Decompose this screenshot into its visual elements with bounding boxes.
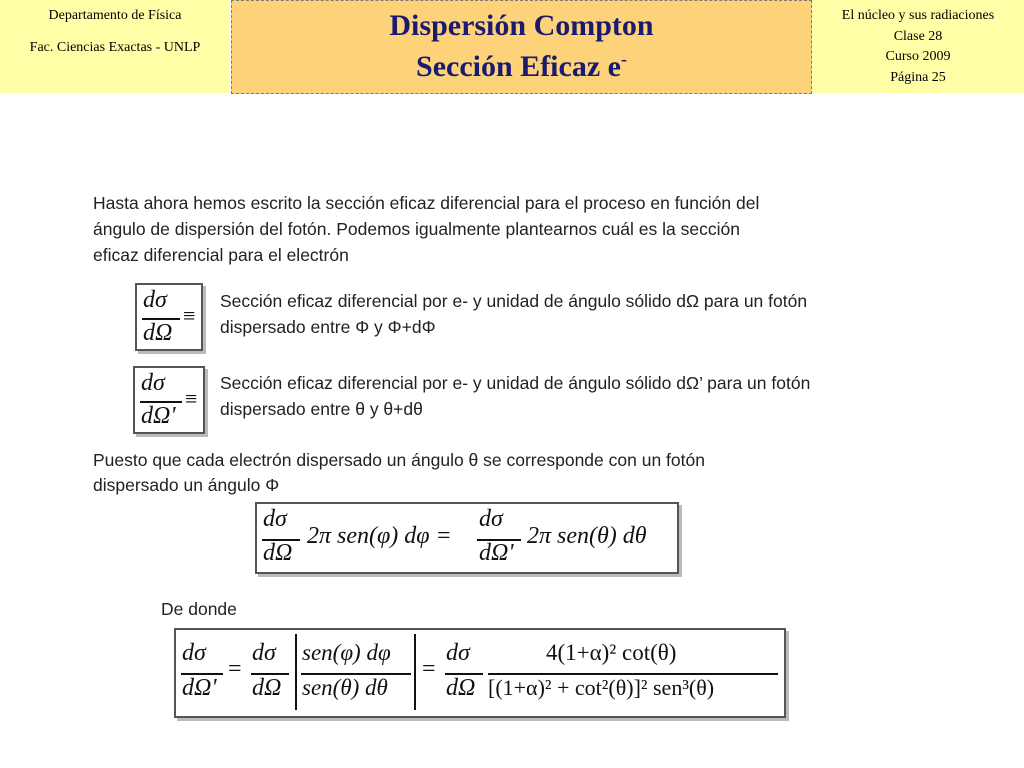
eq2-rhs-domega: dΩ — [446, 675, 476, 701]
de-donde-label: De donde — [161, 599, 237, 619]
subtitle-text: Sección Eficaz e — [416, 50, 621, 83]
puesto-line-2: dispersado un ángulo Φ — [93, 475, 280, 495]
eq2-mid-denominator: dΩ — [252, 675, 282, 701]
domegaprime-denominator: dΩ' — [141, 403, 176, 429]
definition-2-line-1: Sección eficaz diferencial por e- y unidad de ángulo sólido dΩ’ para un fotón — [220, 373, 811, 393]
dsigma-domegaprime-box — [133, 366, 205, 434]
eq1-left-expression: 2π sen(φ) dφ = — [307, 523, 452, 549]
subtitle-superscript: - — [620, 49, 627, 69]
eq1-right-numerator: dσ — [479, 506, 503, 532]
dsigma-numerator: dσ — [141, 370, 165, 396]
course-year: Curso 2009 — [885, 49, 951, 64]
eq2-lhs-numerator: dσ — [182, 640, 206, 666]
equiv-symbol: ≡ — [183, 303, 196, 328]
eq2-rhs-dsigma: dσ — [446, 640, 470, 666]
equiv-symbol: ≡ — [185, 386, 198, 411]
eq2-jacobian-numerator: sen(φ) dφ — [302, 640, 391, 665]
eq2-rhs-numerator: 4(1+α)² cot(θ) — [546, 640, 677, 665]
eq2-equals-2: = — [422, 656, 436, 682]
abs-bar-left — [295, 634, 297, 710]
definition-1-line-2: dispersado entre Φ y Φ+dΦ — [220, 317, 436, 337]
page-number: Página 25 — [890, 70, 946, 85]
definition-2-line-2: dispersado entre θ y θ+dθ — [220, 399, 423, 419]
eq1-left-numerator: dσ — [263, 506, 287, 532]
intro-line-3: eficaz diferencial para el electrón — [93, 245, 349, 265]
faculty-label: Fac. Ciencias Exactas - UNLP — [29, 40, 201, 55]
course-name: El núcleo y sus radiaciones — [841, 8, 995, 23]
equation-2-box — [174, 628, 786, 718]
eq1-left-denominator: dΩ — [263, 540, 293, 566]
eq2-rhs-denominator: [(1+α)² + cot²(θ)]² sen³(θ) — [488, 675, 715, 700]
eq1-right-denominator: dΩ' — [479, 540, 514, 566]
class-number: Clase 28 — [893, 29, 943, 44]
eq2-jacobian-denominator: sen(θ) dθ — [302, 675, 388, 700]
department-label: Departamento de Física — [48, 8, 182, 23]
intro-line-2: ángulo de dispersión del fotón. Podemos igualmente plantearnos cuál es la sección — [93, 219, 740, 239]
dsigma-domega-box — [135, 283, 203, 351]
page-subtitle — [232, 49, 811, 84]
abs-bar-right — [414, 634, 416, 710]
eq1-right-expression: 2π sen(θ) dθ — [527, 523, 647, 549]
header-right-panel — [812, 0, 1024, 93]
dsigma-numerator: dσ — [143, 287, 167, 313]
page-title: Dispersión Compton — [389, 9, 654, 42]
eq2-mid-numerator: dσ — [252, 640, 276, 666]
header-left-panel — [0, 0, 230, 93]
intro-line-1: Hasta ahora hemos escrito la sección eficaz diferencial para el proceso en función del — [93, 193, 760, 213]
domega-denominator: dΩ — [143, 320, 173, 346]
definition-1-line-1: Sección eficaz diferencial por e- y unidad de ángulo sólido dΩ para un fotón — [220, 291, 808, 311]
puesto-line-1: Puesto que cada electrón dispersado un ángulo θ se corresponde con un fotón — [93, 450, 705, 470]
eq2-lhs-denominator: dΩ' — [182, 675, 217, 701]
eq2-equals-1: = — [228, 656, 242, 682]
equation-1-box — [255, 502, 679, 574]
header-title-panel — [231, 0, 812, 94]
